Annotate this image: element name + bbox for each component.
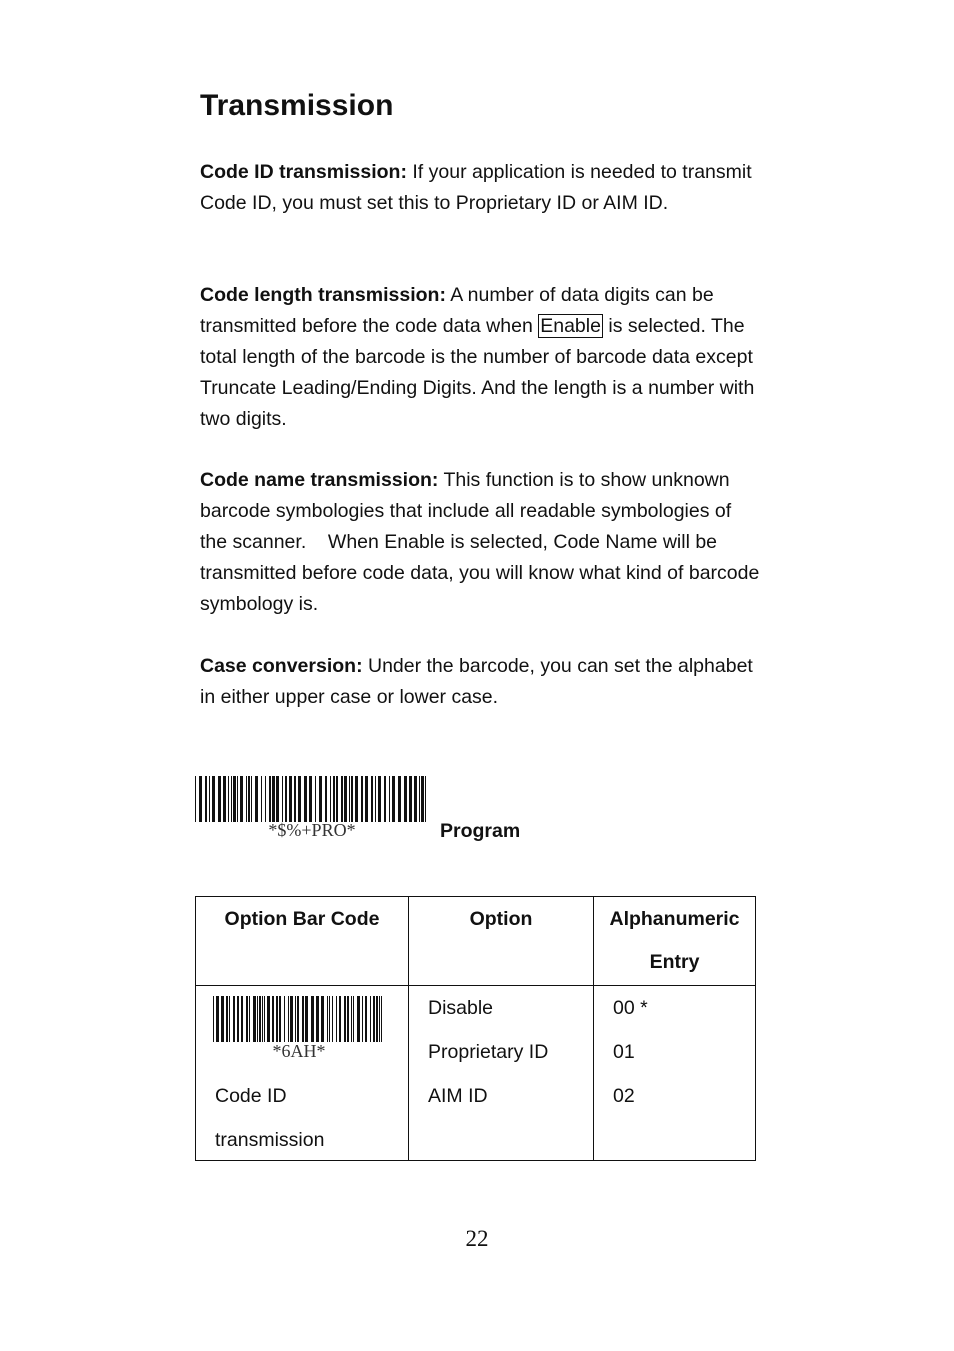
barcode-bar [398, 776, 401, 822]
option-disable: Disable [428, 997, 494, 1019]
barcode-bar [231, 776, 232, 822]
barcode-bar [375, 776, 376, 822]
barcode-bar [233, 996, 235, 1042]
code-id-text: If your application is needed to transmit Code ID, you must set this to Proprietary ID or AIM ID. [200, 161, 752, 214]
barcode-bar [265, 776, 266, 822]
barcode-bar [288, 996, 289, 1042]
code-name-text: This function is to show unknown barcode symbologies that include all readable symbologies of the scanner. When Enable is selected, Code Name will be transmitted before code data, you will know what kind of barcode symbology is. [200, 469, 760, 615]
header-option-bar-code [196, 897, 409, 986]
barcode-bar [381, 996, 382, 1042]
barcode-bar [264, 996, 265, 1042]
barcode-bar [315, 776, 316, 822]
barcode-bar [213, 996, 214, 1042]
program-barcode-bars [195, 776, 429, 822]
barcode-bar [221, 996, 224, 1042]
barcode-bar [240, 776, 243, 822]
barcode-bar [302, 996, 304, 1042]
barcode-bar [378, 776, 381, 822]
barcode-bar [353, 996, 354, 1042]
barcode-bar [384, 776, 386, 822]
header-alpha-line1: Alphanumeric [609, 908, 740, 930]
barcode-bar [267, 996, 270, 1042]
option-proprietary-id: Proprietary ID [428, 1041, 549, 1063]
barcode-bar [297, 996, 299, 1042]
barcode-bar [365, 996, 367, 1042]
barcode-bar [233, 776, 236, 822]
case-conversion-paragraph [200, 651, 760, 713]
barcode-bar [329, 996, 330, 1042]
code-id-heading: Code ID transmission: [200, 161, 407, 183]
barcode-bar [351, 996, 352, 1042]
barcode-bar [209, 776, 210, 822]
barcode-bar [294, 776, 296, 822]
program-label: Program [440, 820, 521, 842]
option-cell [409, 986, 594, 1161]
barcode-bar [389, 776, 390, 822]
options-table [195, 896, 756, 1161]
code-length-text-before: A number of data digits can be transmitted before the code data when [200, 284, 714, 337]
barcode-bar [269, 776, 271, 822]
barcode-bar [319, 776, 322, 822]
barcode-bar [229, 996, 230, 1042]
code-length-paragraph [200, 280, 760, 435]
code-id-barcode-cell [196, 986, 409, 1161]
barcode-bar [237, 776, 238, 822]
code-id-paragraph [200, 157, 760, 219]
page-number: 22 [465, 1226, 489, 1251]
code-id-label-line1: Code ID [215, 1085, 287, 1107]
enable-boxed-word: Enable [540, 315, 601, 337]
barcode-bar [285, 776, 287, 822]
barcode-bar [279, 996, 281, 1042]
barcode-bar [421, 776, 424, 822]
header-alphanumeric-entry [594, 897, 756, 986]
barcode-bar [419, 776, 420, 822]
barcode-bar [392, 776, 395, 822]
barcode-bar [276, 996, 278, 1042]
barcode-bar [253, 996, 256, 1042]
barcode-bar [347, 996, 349, 1042]
code-id-barcode-bars [213, 996, 385, 1042]
barcode-bar [357, 996, 360, 1042]
barcode-bar [261, 776, 262, 822]
barcode-bar [262, 996, 263, 1042]
barcode-bar [325, 776, 327, 822]
barcode-bar [361, 776, 363, 822]
barcode-bar [311, 996, 314, 1042]
barcode-bar [284, 996, 285, 1042]
barcode-bar [248, 776, 250, 822]
barcode-bar [409, 776, 412, 822]
barcode-bar [370, 996, 371, 1042]
code-length-text-after: is selected. The total length of the barcode is the number of barcode data except Truncate Leading/Ending Digits. And the length is a number with two digits. [200, 315, 755, 430]
alphanumeric-entry-cell [594, 986, 756, 1161]
barcode-bar [298, 776, 301, 822]
barcode-bar [216, 996, 219, 1042]
entry-01: 01 [613, 1041, 635, 1063]
barcode-bar [344, 996, 346, 1042]
barcode-bar [362, 996, 363, 1042]
code-id-barcode[interactable] [213, 996, 385, 1042]
barcode-bar [237, 996, 239, 1042]
barcode-bar [259, 996, 261, 1042]
barcode-bar [327, 996, 328, 1042]
barcode-bar [257, 996, 258, 1042]
page-title: Transmission [200, 89, 394, 122]
table-row [196, 986, 756, 1161]
barcode-bar [351, 776, 353, 822]
barcode-bar [226, 996, 228, 1042]
code-name-paragraph [200, 465, 760, 620]
entry-00: 00 * [613, 997, 648, 1019]
barcode-bar [272, 776, 275, 822]
barcode-bar [339, 996, 341, 1042]
barcode-bar [336, 776, 338, 822]
case-conversion-heading: Case conversion: [200, 655, 363, 677]
barcode-bar [349, 776, 350, 822]
barcode-bar [321, 996, 324, 1042]
barcode-bar [251, 776, 252, 822]
barcode-bar [199, 776, 202, 822]
barcode-bar [246, 776, 247, 822]
code-length-heading: Code length transmission: [200, 284, 446, 306]
barcode-bar [249, 996, 250, 1042]
barcode-bar [304, 776, 307, 822]
barcode-bar [309, 776, 312, 822]
barcode-bar [365, 776, 368, 822]
barcode-bar [205, 776, 207, 822]
entry-02: 02 [613, 1085, 635, 1107]
barcode-bar [371, 776, 373, 822]
program-barcode[interactable] [195, 776, 429, 822]
barcode-bar [289, 776, 292, 822]
barcode-bar [305, 996, 308, 1042]
header-option [409, 897, 594, 986]
table-header-row [196, 897, 756, 986]
barcode-bar [333, 776, 335, 822]
code-name-heading: Code name transmission: [200, 469, 439, 491]
barcode-bar [228, 776, 229, 822]
barcode-bar [218, 776, 221, 822]
option-aim-id: AIM ID [428, 1085, 488, 1107]
barcode-bar [376, 996, 378, 1042]
barcode-bar [414, 776, 417, 822]
barcode-bar [379, 996, 380, 1042]
barcode-bar [332, 996, 333, 1042]
barcode-bar [212, 776, 215, 822]
barcode-bar [255, 776, 258, 822]
header-alpha-line2: Entry [649, 951, 700, 973]
barcode-bar [336, 996, 337, 1042]
barcode-bar [355, 776, 358, 822]
barcode-bar [241, 996, 243, 1042]
barcode-bar [276, 776, 279, 822]
code-id-label [215, 1074, 324, 1162]
barcode-bar [404, 776, 407, 822]
program-barcode-caption: *$%+PRO* [268, 820, 356, 840]
code-id-barcode-caption: *6AH* [272, 1041, 326, 1061]
barcode-bar [330, 776, 331, 822]
barcode-bar [341, 776, 343, 822]
barcode-bar [290, 996, 293, 1042]
barcode-bar [282, 776, 283, 822]
barcode-bar [223, 776, 226, 822]
barcode-bar [246, 996, 248, 1042]
code-id-label-line2: transmission [215, 1129, 325, 1151]
header-option-text: Option [469, 908, 533, 930]
barcode-bar [373, 996, 375, 1042]
case-conversion-text: Under the barcode, you can set the alphabet in either upper case or lower case. [200, 655, 753, 708]
barcode-bar [195, 776, 196, 822]
header-option-bar-code-text: Option Bar Code [224, 908, 380, 930]
barcode-bar [272, 996, 274, 1042]
barcode-bar [316, 996, 319, 1042]
barcode-bar [344, 776, 347, 822]
barcode-bar [425, 776, 426, 822]
barcode-bar [295, 996, 296, 1042]
